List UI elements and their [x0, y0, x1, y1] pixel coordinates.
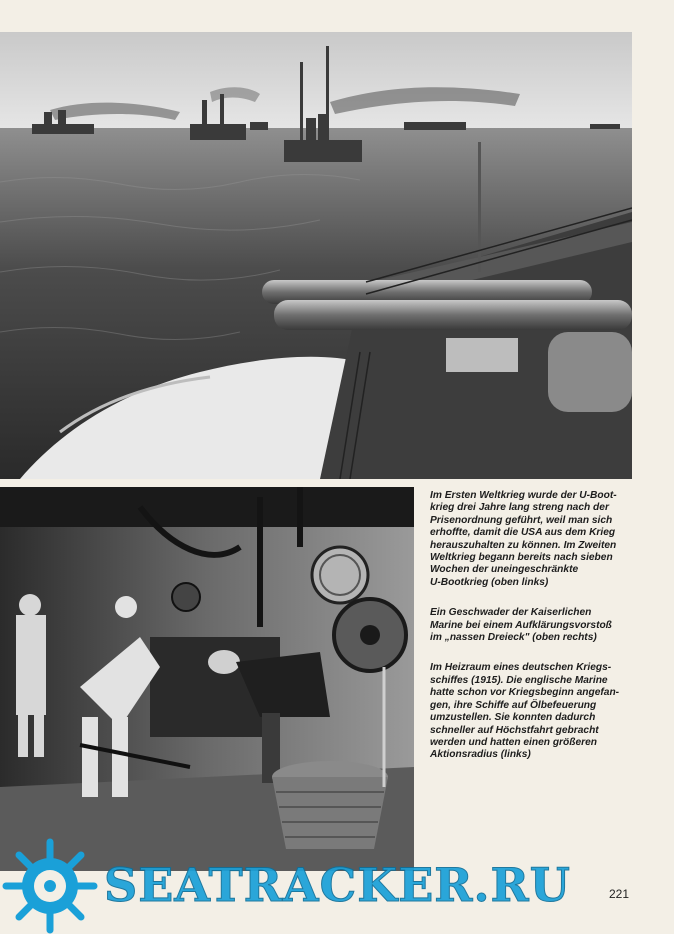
caption-boiler-room: Im Heizraum eines deutschen Kriegs- schiffes (1915). Die englische Marine hatte schon vor Kriegsbeginn angefan- gen, ihre Schiffe auf Ölbefeuerung umzustellen. Sie konnten dadurch schneller auf Höchstfahrt gebracht werden und hatten einen größeren Aktionsradius (links): [430, 662, 620, 761]
ship-wheel-icon: [0, 836, 110, 934]
caption-column: [430, 490, 662, 780]
caption-squadron: Ein Geschwader der Kaiserlichen Marine bei einem Aufklärungsvorstoß im „nassen Dreieck" (oben rechts): [430, 607, 612, 644]
boiler-room-photo: [0, 487, 414, 871]
watermark: [0, 836, 674, 934]
page-number: 221: [609, 887, 630, 901]
fleet-photo: [0, 32, 632, 479]
caption-uboat-war: Im Ersten Weltkrieg wurde der U-Boot- krieg drei Jahre lang streng nach der Prisenordnung geführt, weil man sich erhoffte, damit die USA aus dem Krieg herauszuhalten zu können. Im Zweiten Weltkrieg begann bereits nach sieben Wochen der uneingeschränkte U-Bootkrieg (oben links): [430, 490, 617, 588]
watermark-text: SEATRACKER.RU: [104, 858, 571, 912]
